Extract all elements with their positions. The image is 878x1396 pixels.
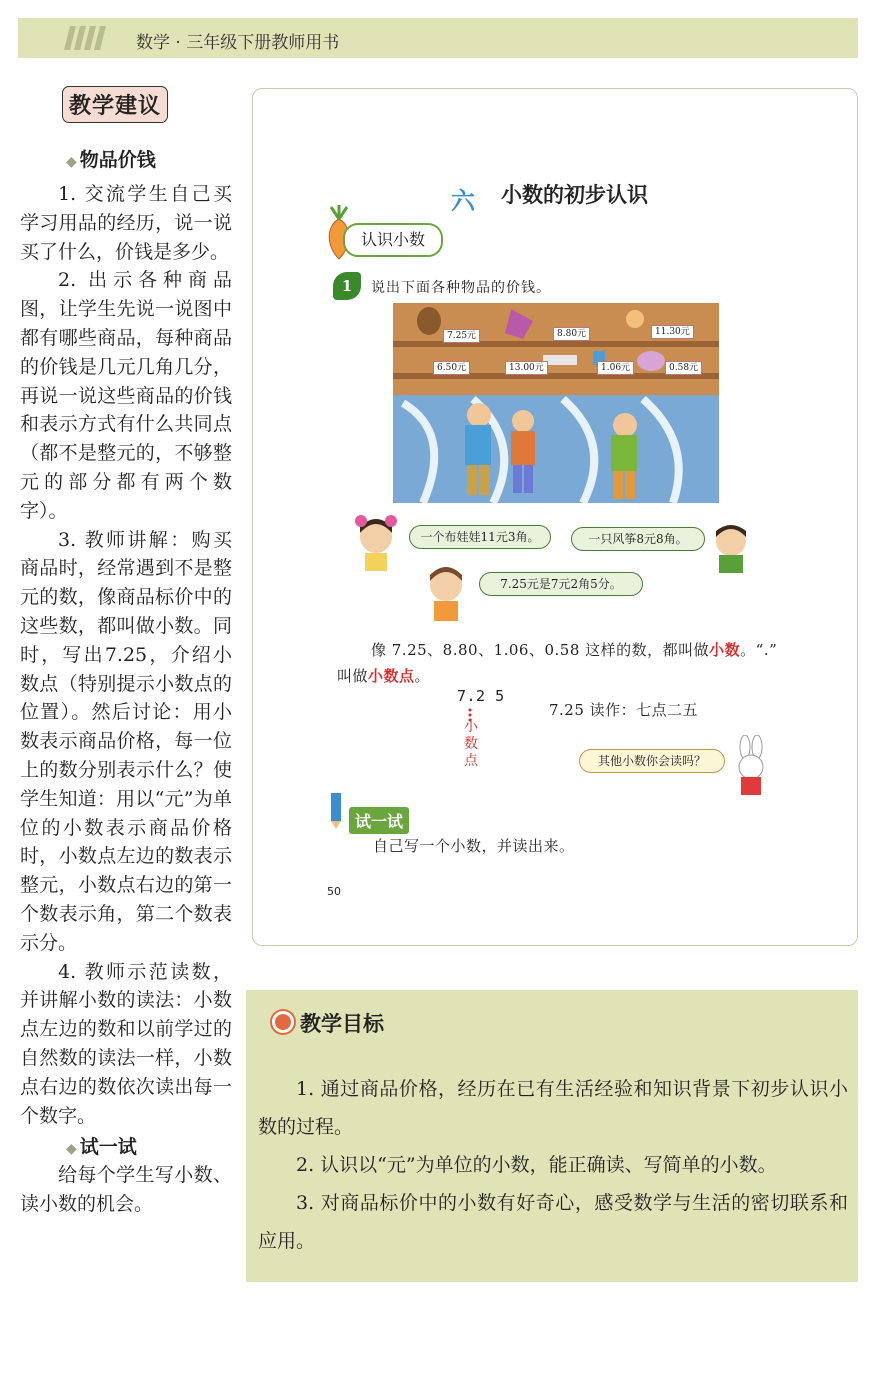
page-number: 50 bbox=[327, 885, 341, 898]
speech-bubble: 一只风筝8元8角。 bbox=[571, 527, 705, 551]
price-tag: 13.00元 bbox=[505, 361, 548, 375]
section-badge: 教学建议 bbox=[62, 86, 168, 123]
reading-text: 7.25 读作：七点二五 bbox=[549, 701, 699, 719]
definition-line-1: 像 7.25、8.80、1.06、0.58 这样的数，都叫做小数。“.” bbox=[371, 641, 778, 659]
unit-title: 小数的初步认识 bbox=[501, 183, 648, 207]
speech-bubble: 其他小数你会读吗？ bbox=[579, 749, 725, 773]
speech-bubble: 7.25元是7元2角5分。 bbox=[479, 572, 643, 596]
teaching-goals-box bbox=[246, 990, 858, 1282]
decimal-point-label: 小数点 bbox=[464, 719, 478, 769]
price-tag: 6.50元 bbox=[433, 361, 470, 375]
example-number: 7.2 5 bbox=[457, 687, 505, 705]
subheading-try: ◆ 试一试 bbox=[66, 1136, 137, 1159]
speech-bubble: 一个布娃娃11元3角。 bbox=[409, 525, 551, 549]
unit-number: 六 bbox=[451, 186, 475, 215]
paragraph-3: 3. 教师讲解：购买商品时，经常遇到不是整元的数，像商品标价中的这些数，都叫做小数。同时，写出7.25，介绍小数点（特别提示小数点的位置）。然后讨论：用小数表示商品价格，每一位上的数分别表示什么？使学生知道：用以“元”为单位的小数表示商品价格时，小数点左边的数表示整元，小数点右边的第一个数表示角，第二个数表示分。 bbox=[20, 528, 232, 954]
boy-avatar-icon bbox=[421, 561, 471, 623]
price-tag: 7.25元 bbox=[443, 329, 480, 343]
price-tag: 1.06元 bbox=[597, 361, 634, 375]
goals-heading: 教学目标 bbox=[272, 1008, 384, 1038]
try-it-text: 自己写一个小数，并读出来。 bbox=[373, 837, 575, 855]
exercise-number: 1 bbox=[333, 272, 361, 300]
page-header bbox=[18, 18, 858, 58]
goal-3: 3. 对商品标价中的小数有好奇心，感受数学与生活的密切联系和应用。 bbox=[258, 1192, 848, 1252]
try-it-tag: 试一试 bbox=[349, 807, 409, 834]
header-title: 数学 · 三年级下册教师用书 bbox=[136, 33, 340, 53]
price-tag: 0.58元 bbox=[665, 361, 702, 375]
bullet-circle-icon bbox=[272, 1011, 294, 1033]
header-stripes-icon bbox=[64, 26, 108, 50]
paragraph-2: 2. 出示各种商品图，让学生先说一说图中都有哪些商品，每种商品的价钱是几元几角几分，再说一说这些商品的价钱和表示方式有什么共同点（都不是整元的，不够整元的部分都有两个数字）。 bbox=[20, 269, 232, 522]
section-tag: 认识小数 bbox=[343, 223, 443, 257]
boy-avatar-icon bbox=[707, 519, 755, 575]
textbook-page bbox=[252, 88, 858, 946]
paragraph-5: 给每个学生写小数、读小数的机会。 bbox=[20, 1164, 232, 1216]
definition-line-2: 叫做小数点。 bbox=[337, 667, 431, 685]
goal-2: 2. 认识以“元”为单位的小数，能正确读、写简单的小数。 bbox=[296, 1154, 777, 1176]
teaching-suggestions bbox=[20, 86, 232, 1219]
paragraph-1: 1. 交流学生自己买学习用品的经历，说一说买了什么，价钱是多少。 bbox=[20, 183, 232, 263]
goal-1: 1. 通过商品价格，经历在已有生活经验和知识背景下初步认识小数的过程。 bbox=[258, 1078, 848, 1138]
subheading-prices: ◆ 物品价钱 bbox=[66, 149, 156, 171]
diamond-icon: ◆ bbox=[66, 154, 77, 170]
exercise-text: 说出下面各种物品的价钱。 bbox=[371, 280, 551, 296]
goals-body bbox=[258, 1070, 848, 1260]
diamond-icon: ◆ bbox=[66, 1141, 77, 1158]
girl-avatar-icon bbox=[351, 513, 401, 573]
paragraph-4: 4. 教师示范读数，并讲解小数的读法：小数点左边的数和以前学过的自然数的读法一样，小数点右边的数依次读出每一个数字。 bbox=[20, 960, 232, 1127]
pencil-mascot-icon bbox=[323, 789, 349, 829]
price-tag: 8.80元 bbox=[553, 327, 590, 341]
rabbit-mascot-icon bbox=[727, 735, 775, 801]
price-tag: 11.30元 bbox=[651, 325, 694, 339]
